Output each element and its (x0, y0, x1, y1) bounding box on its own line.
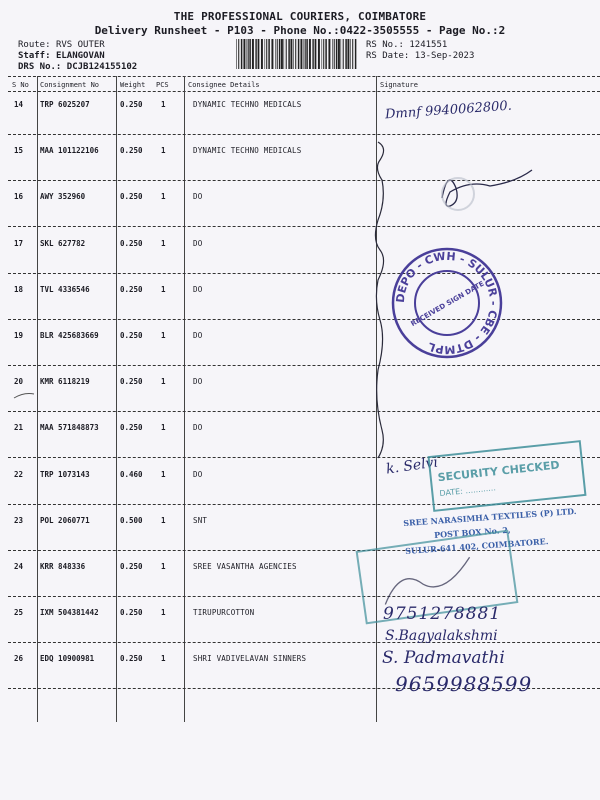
barcode-bar (323, 39, 324, 69)
cell-consignment: POL 2060771 (40, 515, 90, 525)
name-handwritten-1: S.Bagyalakshmi (385, 628, 498, 644)
cell-consignment: IXM 504381442 (40, 608, 99, 618)
cell-sno: 14 (14, 100, 24, 109)
cell-pcs: 1 (161, 238, 166, 248)
barcode-bar (284, 39, 285, 69)
barcode-bar (277, 39, 278, 69)
cell-weight: 0.250 (120, 562, 143, 571)
cell-consignee: DO (193, 192, 203, 202)
barcode-bar (241, 39, 243, 69)
cell-sno: 15 (14, 146, 24, 156)
cell-weight: 0.250 (120, 608, 143, 618)
barcode-bar (322, 39, 323, 69)
cell-consignee: DO (193, 238, 203, 248)
svg-text:RECEIVED SIGN DATE: RECEIVED SIGN DATE (409, 279, 486, 329)
cell-sno: 19 (14, 331, 24, 340)
cell-weight: 0.460 (120, 469, 143, 479)
cell-consignee: DO (193, 377, 203, 387)
barcode-bar (238, 39, 239, 69)
route-info: Route: RVS OUTER (18, 40, 105, 50)
signature-row-22: k. Selvi (385, 454, 439, 478)
barcode-bar (279, 39, 281, 69)
cell-consignee: DO (193, 284, 203, 294)
cell-consignee: DO (193, 331, 203, 340)
col-head-weight: Weight (120, 81, 146, 89)
col-head-pcs: PCS (156, 81, 169, 89)
barcode-bar (341, 39, 342, 69)
barcode-bar (249, 39, 251, 69)
scribble-signature (420, 158, 540, 228)
barcode-bar (315, 39, 317, 69)
barcode-bar (265, 39, 266, 69)
cell-weight: 0.250 (120, 192, 143, 202)
cell-weight: 0.250 (120, 284, 143, 294)
cell-pcs: 1 (161, 331, 166, 340)
cell-sno: 26 (14, 654, 24, 664)
name-handwritten-2: S. Padmavathi (382, 648, 505, 668)
barcode-bar (258, 39, 260, 69)
svg-text:DEPO - CWH - SULUR - CBE - DTM: DEPO - CWH - SULUR - CBE - DTMPL (393, 249, 501, 357)
barcode-bar (343, 39, 344, 69)
signature-row-14: Dmnf 9940062800. (384, 98, 513, 123)
barcode-bar (300, 39, 302, 69)
barcode (236, 39, 358, 69)
barcode-bar (318, 39, 320, 69)
cell-consignment: MAA 101122106 (40, 146, 99, 156)
barcode-bar (256, 39, 257, 69)
phone-handwritten-2: 9659988599 (395, 672, 533, 696)
table-row (0, 281, 600, 327)
header-top-rule (8, 76, 600, 77)
cell-pcs: 1 (161, 284, 166, 294)
rs-date-info: RS Date: 13-Sep-2023 (366, 51, 475, 61)
cell-sno: 21 (14, 423, 24, 433)
runsheet-title: Delivery Runsheet - P103 - Phone No.:0422-3505555 - Page No.:2 (94, 24, 506, 37)
cell-pcs: 1 (161, 608, 166, 618)
cell-consignee: DYNAMIC TECHNO MEDICALS (193, 100, 302, 109)
cell-weight: 0.250 (120, 654, 143, 664)
cell-pcs: 1 (161, 469, 166, 479)
cell-weight: 0.250 (120, 238, 143, 248)
cell-consignment: AWY 352960 (40, 192, 86, 202)
cell-consignment: EDQ 10900981 (40, 654, 95, 664)
cell-consignee: SNT (193, 515, 208, 525)
cell-weight: 0.250 (120, 100, 143, 109)
barcode-bar (306, 39, 308, 69)
cell-consignee: SREE VASANTHA AGENCIES (193, 562, 297, 571)
cell-weight: 0.250 (120, 423, 143, 433)
company-title: THE PROFESSIONAL COURIERS, COIMBATORE (173, 10, 427, 23)
barcode-bar (332, 39, 333, 69)
company-rubber-stamp: SREE NARASIMHA TEXTILES (P) LTD. POST BOX No. 2, SULUR-641 402, COIMBATORE. (402, 505, 577, 557)
barcode-bar (334, 39, 335, 69)
barcode-bar (309, 39, 311, 69)
barcode-bar (293, 39, 294, 69)
cell-consignment: TVL 4336546 (40, 284, 90, 294)
cell-weight: 0.250 (120, 377, 143, 387)
barcode-bar (347, 39, 349, 69)
barcode-bar (281, 39, 283, 69)
rs-no-info: RS No.: 1241551 (366, 40, 448, 50)
cell-pcs: 1 (161, 100, 166, 109)
cell-consignee: SHRI VADIVELAVAN SINNERS (193, 654, 307, 664)
col-head-sno: S No (12, 81, 29, 89)
cell-consignment: MAA 571848873 (40, 423, 99, 433)
cell-pcs: 1 (161, 515, 166, 525)
row-separator (8, 273, 600, 274)
barcode-bar (275, 39, 276, 69)
col-head-signature: Signature (380, 81, 418, 89)
barcode-bar (290, 39, 292, 69)
cell-consignment: KRR 848336 (40, 562, 86, 571)
row-separator (8, 319, 600, 320)
staff-info: Staff: ELANGOVAN (18, 51, 105, 61)
barcode-bar (355, 39, 357, 69)
cell-sno: 23 (14, 515, 24, 525)
cell-weight: 0.250 (120, 331, 143, 340)
table-row (0, 327, 600, 373)
row-separator (8, 642, 600, 643)
cell-pcs: 1 (161, 377, 166, 387)
row-separator (8, 411, 600, 412)
cell-sno: 16 (14, 192, 24, 202)
barcode-bar (248, 39, 249, 69)
row-separator (8, 365, 600, 366)
cell-consignment: SKL 627782 (40, 238, 86, 248)
barcode-bar (328, 39, 330, 69)
barcode-bar (252, 39, 254, 69)
cell-sno: 18 (14, 284, 24, 294)
barcode-bar (295, 39, 296, 69)
cell-consignment: BLR 425683669 (40, 331, 99, 340)
barcode-bar (336, 39, 338, 69)
barcode-bar (312, 39, 313, 69)
barcode-bar (325, 39, 327, 69)
barcode-bar (286, 39, 287, 69)
security-checked-stamp: SECURITY CHECKED DATE: ............ (427, 440, 586, 512)
barcode-bar (350, 39, 351, 69)
row-separator (8, 504, 600, 505)
barcode-bar (313, 39, 314, 69)
cell-sno: 22 (14, 469, 24, 479)
barcode-bar (338, 39, 340, 69)
drs-info: DRS No.: DCJB124155102 (18, 62, 138, 72)
cell-sno: 17 (14, 238, 24, 248)
col-head-consignee: Consignee Details (188, 81, 260, 89)
barcode-bar (255, 39, 256, 69)
barcode-bar (261, 39, 263, 69)
cell-pcs: 1 (161, 654, 166, 664)
depot-stamp (388, 244, 506, 362)
phone-handwritten-1: 9751278881 (383, 604, 502, 624)
header-bottom-rule (8, 91, 600, 92)
row-separator (8, 134, 600, 135)
barcode-bar (243, 39, 245, 69)
barcode-bar (268, 39, 270, 69)
barcode-bar (352, 39, 353, 69)
table-row (0, 604, 600, 650)
barcode-bar (345, 39, 347, 69)
cell-consignee: DYNAMIC TECHNO MEDICALS (193, 146, 302, 156)
barcode-bar (305, 39, 306, 69)
barcode-bar (236, 39, 237, 69)
cell-consignment: TRP 6025207 (40, 100, 90, 109)
cell-consignment: KMR 6118219 (40, 377, 90, 387)
cell-consignee: DO (193, 469, 203, 479)
barcode-bar (247, 39, 248, 69)
barcode-bar (298, 39, 300, 69)
stray-pen-mark (12, 388, 36, 402)
cell-weight: 0.500 (120, 515, 143, 525)
barcode-bar (304, 39, 305, 69)
barcode-bar (288, 39, 290, 69)
cell-sno: 20 (14, 377, 24, 387)
cell-pcs: 1 (161, 192, 166, 202)
cell-pcs: 1 (161, 562, 166, 571)
table-row (0, 373, 600, 419)
cell-weight: 0.250 (120, 146, 143, 156)
cell-consignment: TRP 1073143 (40, 469, 90, 479)
barcode-bar (271, 39, 273, 69)
cell-sno: 25 (14, 608, 24, 618)
cell-pcs: 1 (161, 423, 166, 433)
cell-sno: 24 (14, 562, 24, 571)
table-row (0, 235, 600, 281)
cell-consignee: DO (193, 423, 203, 433)
col-head-consignment: Consignment No (40, 81, 100, 89)
cell-pcs: 1 (161, 146, 166, 156)
barcode-bar (266, 39, 267, 69)
cell-consignee: TIRUPURCOTTON (193, 608, 255, 618)
